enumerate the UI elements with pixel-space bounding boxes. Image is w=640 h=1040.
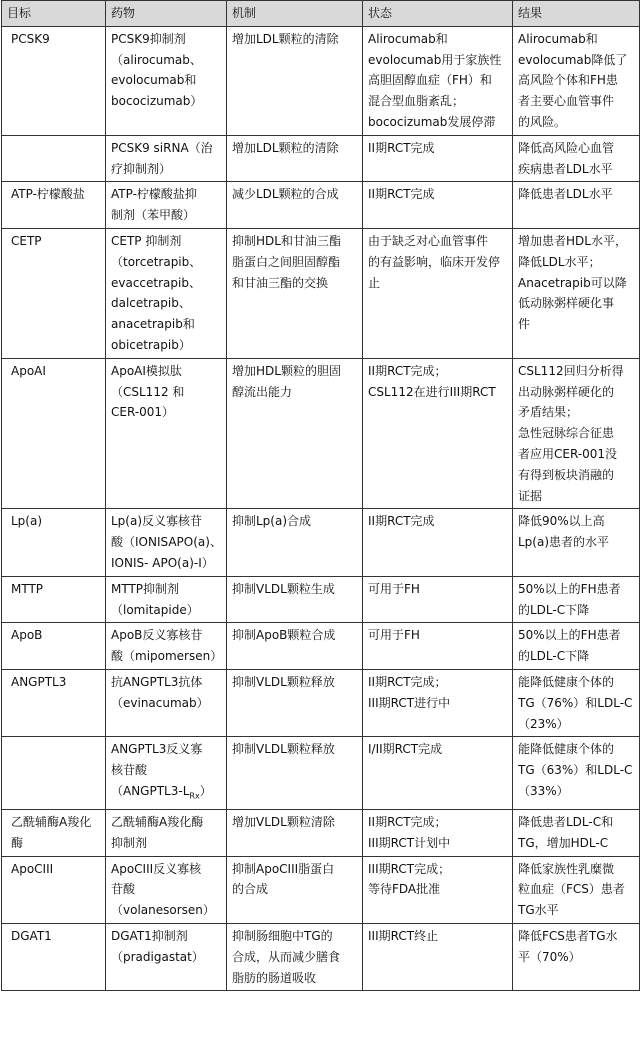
target-text-line: ATP-柠檬酸盐 <box>11 187 85 202</box>
target-cell <box>2 509 106 576</box>
result-text-line: 降低FCS患者TG水 <box>518 929 618 944</box>
status-cell <box>363 856 513 923</box>
result-text-line: 的LDL-C下降 <box>518 649 590 664</box>
status-cell <box>363 810 513 857</box>
drug-cell <box>106 623 227 670</box>
drug-text-line: ATP-柠檬酸盐抑 <box>111 187 197 202</box>
mechanism-text-line: 抑制肠细胞中TG的 <box>232 929 333 944</box>
status-text-line: III期RCT终止 <box>368 929 439 944</box>
result-text-line: 高风险个体和FH患 <box>518 73 618 88</box>
status-cell <box>363 26 513 135</box>
mechanism-text-line: 增加VLDL颗粒清除 <box>232 815 335 830</box>
status-text-line: bococizumab发展停滞 <box>368 114 496 129</box>
status-cell <box>363 669 513 736</box>
table-row <box>2 737 640 810</box>
status-cell <box>363 358 513 509</box>
status-text-line: evolocumab用于家族性 <box>368 52 502 67</box>
drug-text-line: anacetrapib和 <box>111 317 195 332</box>
mechanism-cell <box>227 576 363 623</box>
result-cell <box>513 26 640 135</box>
result-text-line: 50%以上的FH患者 <box>518 628 621 643</box>
drug-text-line: obicetrapib） <box>111 337 191 352</box>
mechanism-cell <box>227 228 363 358</box>
result-text-line: 的风险。 <box>518 114 567 129</box>
target-text-line: ApoAI <box>11 363 46 378</box>
result-cell <box>513 509 640 576</box>
table-row <box>2 810 640 857</box>
mechanism-cell <box>227 509 363 576</box>
target-text-line: PCSK9 <box>11 31 50 46</box>
drug-text-line: （alirocumab、 <box>111 52 202 67</box>
status-text-line: 的有益影响，临床开发停 <box>368 254 501 269</box>
result-text-line: 增加患者HDL水平， <box>518 233 627 248</box>
result-text-line: 的LDL-C下降 <box>518 602 590 617</box>
target-cell <box>2 856 106 923</box>
target-cell <box>2 576 106 623</box>
status-text-line: III期RCT进行中 <box>368 695 451 710</box>
result-text-line: 能降低健康个体的 <box>518 742 615 757</box>
drug-text-line: evolocumab和 <box>111 73 197 88</box>
table-row <box>2 669 640 736</box>
status-cell <box>363 623 513 670</box>
table-row <box>2 924 640 991</box>
drug-cell <box>106 924 227 991</box>
result-text-line: 者主要心血管事件 <box>518 94 615 109</box>
drug-text-line: 抗ANGPTL3抗体 <box>111 674 203 689</box>
status-text-line: II期RCT完成 <box>368 514 435 529</box>
drug-text-line: ANGPTL3反义寡 <box>111 742 203 757</box>
drug-cell <box>106 182 227 229</box>
mechanism-text-line: 抑制ApoCIII脂蛋白 <box>232 861 335 876</box>
result-cell <box>513 810 640 857</box>
drug-text-line: 抑制剂 <box>111 835 148 850</box>
target-cell <box>2 737 106 810</box>
target-text-line: 乙酰辅酶A羧化 <box>11 815 92 830</box>
result-text-line: Anacetrapib可以降 <box>518 275 627 290</box>
drug-text-line: Lp(a)反义寡核苷 <box>111 514 203 529</box>
result-text-line: 降低患者LDL-C和 <box>518 815 614 830</box>
table-row <box>2 509 640 576</box>
result-cell <box>513 669 640 736</box>
target-cell <box>2 182 106 229</box>
result-text-line: TG水平 <box>518 903 559 918</box>
subscript-text: Rx <box>189 791 200 801</box>
mechanism-text-line: 抑制ApoB颗粒合成 <box>232 628 336 643</box>
status-text-line: I/II期RCT完成 <box>368 742 443 757</box>
drug-text-line: evaccetrapib、 <box>111 275 201 290</box>
drug-cell <box>106 669 227 736</box>
result-cell <box>513 228 640 358</box>
result-text-line: 降低LDL水平； <box>518 254 601 269</box>
table-body <box>2 26 640 991</box>
status-text-line: II期RCT完成； <box>368 363 447 378</box>
drug-text-line: 核苷酸 <box>111 763 148 778</box>
status-text-line: II期RCT完成； <box>368 674 447 689</box>
status-cell <box>363 509 513 576</box>
target-text-line: DGAT1 <box>11 929 52 944</box>
result-cell <box>513 576 640 623</box>
status-text-line: 等待FDA批准 <box>368 882 441 897</box>
mechanism-text-line: 脂肪的肠道吸收 <box>232 970 317 985</box>
status-text-line: 高胆固醇血症（FH）和 <box>368 73 492 88</box>
mechanism-text-line: 合成，从而减少膳食 <box>232 949 341 964</box>
status-text-line: 止 <box>368 275 381 290</box>
table-header <box>2 1 640 27</box>
result-cell <box>513 737 640 810</box>
target-cell <box>2 26 106 135</box>
header-mechanism: 机制 <box>227 1 363 27</box>
drug-text-line: （volanesorsen） <box>111 903 215 918</box>
header-status: 状态 <box>363 1 513 27</box>
mechanism-cell <box>227 669 363 736</box>
target-text-line: Lp(a) <box>11 514 43 529</box>
drug-cell <box>106 576 227 623</box>
drug-text-line: （lomitapide） <box>111 602 199 617</box>
drug-cell <box>106 737 227 810</box>
target-text-line: CETP <box>11 233 42 248</box>
mechanism-text-line: 增加LDL颗粒的清除 <box>232 140 339 155</box>
mechanism-cell <box>227 737 363 810</box>
status-text-line: CSL112在进行III期RCT <box>368 384 496 399</box>
status-cell <box>363 228 513 358</box>
target-cell <box>2 135 106 182</box>
result-text-line: CSL112回归分析得 <box>518 363 624 378</box>
header-target: 目标 <box>2 1 106 27</box>
status-text-line: II期RCT完成 <box>368 187 435 202</box>
result-text-line: 证据 <box>518 488 543 503</box>
target-text-line: MTTP <box>11 581 44 596</box>
result-text-line: 疾病患者LDL水平 <box>518 161 613 176</box>
result-text-line: 低动脉粥样硬化事 <box>518 296 615 311</box>
result-text-line: （33%） <box>518 783 569 798</box>
target-cell <box>2 669 106 736</box>
result-text-line: 件 <box>518 317 531 332</box>
drug-text-line: bococizumab） <box>111 94 203 109</box>
drug-text-line: （CSL112 和 <box>111 384 185 399</box>
result-text-line: Alirocumab和 <box>518 31 598 46</box>
table-row <box>2 358 640 509</box>
table-row <box>2 228 640 358</box>
drug-text-line: ApoB反义寡核苷 <box>111 628 203 643</box>
result-text-line: Lp(a)患者的水平 <box>518 535 610 550</box>
status-text-line: 混合型血脂紊乱； <box>368 94 465 109</box>
result-cell <box>513 358 640 509</box>
mechanism-text-line: 和甘油三酯的交换 <box>232 275 329 290</box>
header-result: 结果 <box>513 1 640 27</box>
drug-text-line: （torcetrapib、 <box>111 254 202 269</box>
status-text-line: Alirocumab和 <box>368 31 448 46</box>
drug-cell <box>106 810 227 857</box>
mechanism-text-line: 增加LDL颗粒的清除 <box>232 31 339 46</box>
target-cell <box>2 228 106 358</box>
result-text-line: 急性冠脉综合征患 <box>518 426 615 441</box>
drug-cell <box>106 135 227 182</box>
table-row <box>2 623 640 670</box>
mechanism-cell <box>227 26 363 135</box>
target-text-line: ApoB <box>11 628 43 643</box>
result-text-line: TG（63%）和LDL-C <box>518 763 633 778</box>
mechanism-text-line: 抑制VLDL颗粒生成 <box>232 581 335 596</box>
status-text-line: 由于缺乏对心血管事件 <box>368 233 489 248</box>
header-row <box>2 1 640 27</box>
mechanism-text-line: 脂蛋白之间胆固醇酯 <box>232 254 341 269</box>
result-text-line: 降低高风险心血管 <box>518 140 615 155</box>
result-cell <box>513 135 640 182</box>
drug-text-line: DGAT1抑制剂 <box>111 929 188 944</box>
result-cell <box>513 623 640 670</box>
drug-text-line: $(ANGPTL3-L_{Rx})$ <box>111 783 212 801</box>
mechanism-cell <box>227 856 363 923</box>
result-text-line: TG，增加HDL-C <box>518 835 609 850</box>
drug-cell <box>106 358 227 509</box>
status-text-line: II期RCT完成 <box>368 140 435 155</box>
mechanism-cell <box>227 810 363 857</box>
status-text-line: 可用于FH <box>368 628 420 643</box>
drug-cell <box>106 509 227 576</box>
status-cell <box>363 135 513 182</box>
target-cell <box>2 358 106 509</box>
drug-cell <box>106 228 227 358</box>
drug-text-line: 苷酸 <box>111 882 136 897</box>
target-text-line: 酶 <box>11 835 24 850</box>
result-text-line: 者应用CER-001没 <box>518 446 618 461</box>
drug-text-line: IONIS- APO(a)-I） <box>111 555 214 570</box>
result-text-line: 矛盾结果； <box>518 405 579 420</box>
drug-text-line: 制剂（苯甲酸） <box>111 208 196 223</box>
mechanism-cell <box>227 358 363 509</box>
target-cell <box>2 623 106 670</box>
drug-text-line: （pradigastat） <box>111 949 204 964</box>
result-text-line: 有得到板块消融的 <box>518 467 615 482</box>
drug-text-line: 酸（IONISAPO(a)、 <box>111 535 222 550</box>
table-row <box>2 576 640 623</box>
result-text-line: TG（76%）和LDL-C <box>518 695 633 710</box>
mechanism-cell <box>227 623 363 670</box>
drug-cell <box>106 26 227 135</box>
mechanism-text-line: 增加HDL颗粒的胆固 <box>232 363 341 378</box>
mechanism-text-line: 抑制HDL和甘油三酯 <box>232 233 341 248</box>
mechanism-cell <box>227 924 363 991</box>
status-text-line: 可用于FH <box>368 581 420 596</box>
result-text-line: 50%以上的FH患者 <box>518 581 621 596</box>
result-text-line: 平（70%） <box>518 949 581 964</box>
target-text-line: ApoCIII <box>11 861 54 876</box>
mechanism-cell <box>227 182 363 229</box>
mechanism-text-line: 的合成 <box>232 882 269 897</box>
result-text-line: 降低90%以上高 <box>518 514 605 529</box>
target-text-line: ANGPTL3 <box>11 674 67 689</box>
drug-text-line: （evinacumab） <box>111 695 209 710</box>
target-cell <box>2 810 106 857</box>
drug-text-line: PCSK9 siRNA（治 <box>111 140 213 155</box>
target-cell <box>2 924 106 991</box>
status-text-line: III期RCT完成； <box>368 861 451 876</box>
drug-text-line: CETP 抑制剂 <box>111 233 182 248</box>
status-cell <box>363 737 513 810</box>
drug-text-line: MTTP抑制剂 <box>111 581 180 596</box>
status-text-line: III期RCT计划中 <box>368 835 451 850</box>
drug-text-line: 乙酰辅酶A羧化酶 <box>111 815 204 830</box>
drug-text-line: CER-001） <box>111 405 175 420</box>
status-cell <box>363 182 513 229</box>
mechanism-text-line: 减少LDL颗粒的合成 <box>232 187 339 202</box>
drug-text-line: PCSK9抑制剂 <box>111 31 186 46</box>
status-text-line: II期RCT完成； <box>368 815 447 830</box>
table-row <box>2 182 640 229</box>
mechanism-text-line: 醇流出能力 <box>232 384 293 399</box>
result-text-line: 降低家族性乳糜微 <box>518 861 615 876</box>
result-text-line: （23%） <box>518 716 569 731</box>
result-text-line: 粒血症（FCS）患者 <box>518 882 625 897</box>
result-text-line: 出动脉粥样硬化的 <box>518 384 615 399</box>
status-cell <box>363 576 513 623</box>
result-text-line: evolocumab降低了 <box>518 52 628 67</box>
mechanism-cell <box>227 135 363 182</box>
drug-text-line: 疗抑制剂） <box>111 161 172 176</box>
mechanism-text-line: 抑制VLDL颗粒释放 <box>232 674 335 689</box>
result-cell <box>513 924 640 991</box>
drug-target-table <box>1 0 640 991</box>
result-cell <box>513 856 640 923</box>
drug-text-line: ApoAI模拟肽 <box>111 363 182 378</box>
drug-cell <box>106 856 227 923</box>
mechanism-text-line: 抑制Lp(a)合成 <box>232 514 312 529</box>
result-text-line: 能降低健康个体的 <box>518 674 615 689</box>
table-row <box>2 856 640 923</box>
table-row <box>2 135 640 182</box>
table-row <box>2 26 640 135</box>
mechanism-text-line: 抑制VLDL颗粒释放 <box>232 742 335 757</box>
status-cell <box>363 924 513 991</box>
drug-text-line: 酸（mipomersen） <box>111 649 223 664</box>
drug-text-line: ApoCIII反义寡核 <box>111 861 202 876</box>
result-text-line: 降低患者LDL水平 <box>518 187 613 202</box>
drug-text-line: dalcetrapib、 <box>111 296 191 311</box>
header-drug: 药物 <box>106 1 227 27</box>
result-cell <box>513 182 640 229</box>
